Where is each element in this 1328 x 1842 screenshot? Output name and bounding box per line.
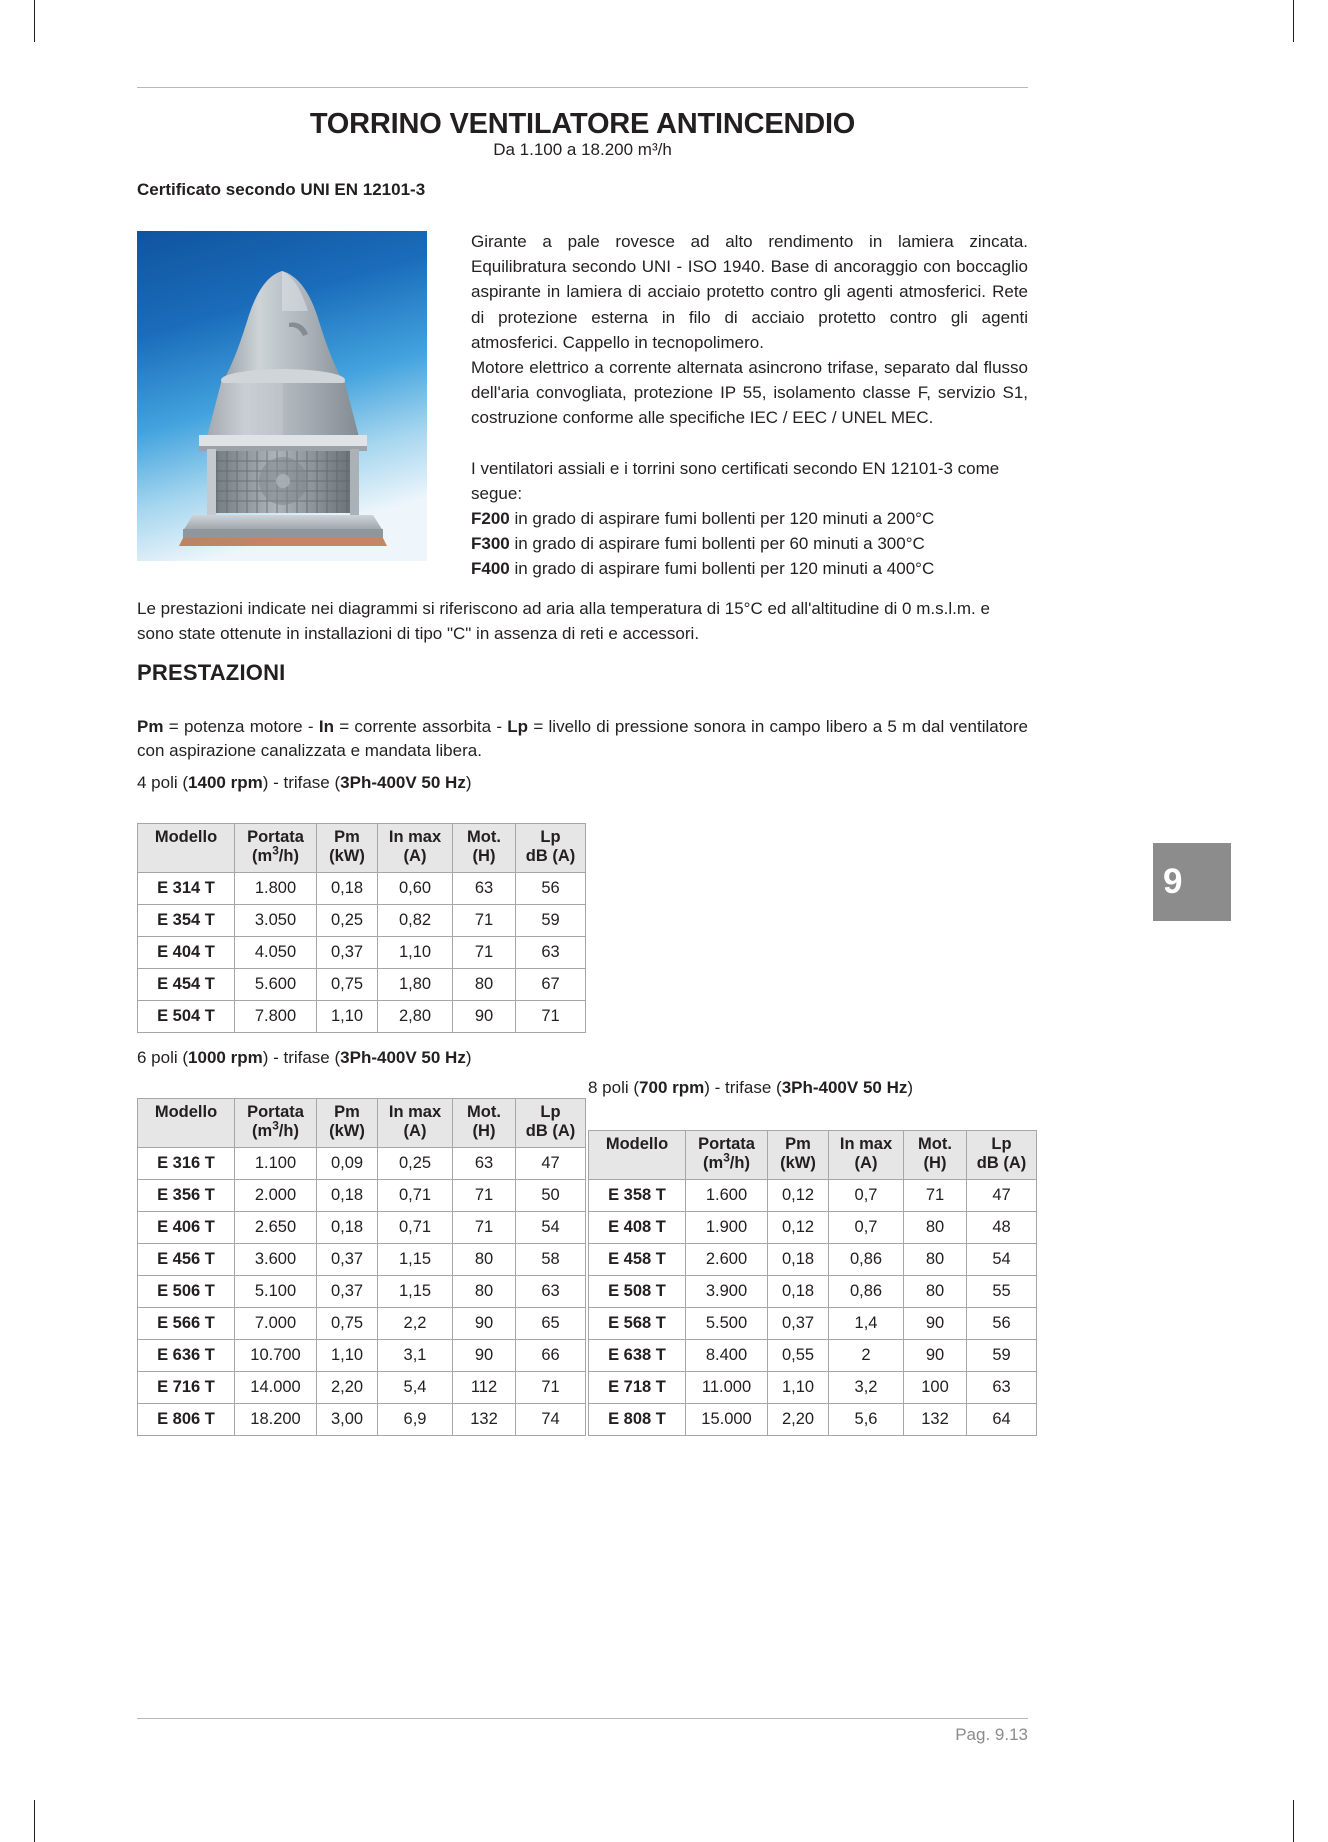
cell-in_max: 1,80 [378,968,453,1000]
col-header-mot: Mot. (H) [904,1131,967,1180]
cell-modello: E 408 T [589,1211,686,1243]
cell-lp: 59 [516,904,586,936]
table-row [138,1179,586,1211]
legend-lp-symbol: Lp [507,717,529,736]
t2-rpm: 1000 rpm [188,1048,263,1067]
cell-mot: 132 [904,1403,967,1435]
cell-pm: 1,10 [317,1000,378,1032]
cell-modello: E 404 T [138,936,235,968]
description-paragraph-2: Motore elettrico a corrente alternata asincrono trifase, separato dal flusso dell'aria convogliata, protezione IP 55, isolamento classe F, servizio S1, costruzione conforme alle specifiche IEC / EEC / UNEL MEC. [471,358,1028,428]
cell-portata: 11.000 [686,1371,768,1403]
table-row [589,1339,1037,1371]
table-row [138,1211,586,1243]
cell-portata: 4.050 [235,936,317,968]
cell-portata: 7.000 [235,1307,317,1339]
cell-pm: 0,37 [317,1243,378,1275]
cell-lp: 56 [516,872,586,904]
table-row [138,936,586,968]
table-row [138,1307,586,1339]
cell-lp: 47 [516,1147,586,1179]
legend-in-text: = corrente assorbita - [333,717,508,736]
t1-suffix: ) [465,773,472,792]
f300-text: in grado di aspirare fumi bollenti per 60 minuti a 300°C [509,534,925,554]
cell-mot: 112 [453,1371,516,1403]
cell-lp: 54 [967,1243,1037,1275]
cell-portata: 1.600 [686,1179,768,1211]
legend-pm-symbol: Pm [137,717,164,736]
chapter-number: 9 [1163,862,1183,901]
crop-mark-top-right [1293,0,1294,42]
table-body-6poli [138,1147,586,1435]
description-paragraph-3: I ventilatori assiali e i torrini sono certificati secondo EN 12101-3 come segue: [471,458,1000,503]
col-header-portata: Portata $(m^3/h)$ [235,1099,317,1148]
f200-label: F200 [471,509,510,529]
cell-mot: 80 [904,1211,967,1243]
cell-in_max: 0,86 [829,1275,904,1307]
cell-in_max: 1,4 [829,1307,904,1339]
cell-in_max: 0,71 [378,1179,453,1211]
cell-mot: 80 [453,1243,516,1275]
cell-portata: 3.600 [235,1243,317,1275]
cell-pm: 0,37 [317,1275,378,1307]
cell-portata: 18.200 [235,1403,317,1435]
conditions-note: Le prestazioni indicate nei diagrammi si riferiscono ad aria alla temperatura di 15°C ed all'altitudine di 0 m.s.l.m. e sono state ottenute in installazioni di tipo "C" in assenza di reti e accessori. [137,599,990,643]
table-row [138,1275,586,1307]
cell-modello: E 506 T [138,1275,235,1307]
fan-unit-illustration [137,231,427,561]
cell-portata: 2.650 [235,1211,317,1243]
cell-lp: 56 [967,1307,1037,1339]
cell-pm: 0,18 [768,1243,829,1275]
cell-pm: 2,20 [317,1371,378,1403]
t3-prefix: 8 poli ( [588,1078,640,1097]
cell-pm: 0,12 [768,1211,829,1243]
crop-mark-top-left [34,0,35,42]
cell-modello: E 636 T [138,1339,235,1371]
cell-portata: 7.800 [235,1000,317,1032]
description-paragraph-1: Girante a pale rovesce ad alto rendimento in lamiera zincata. Equilibratura secondo UNI - ISO 1940. Base di ancoraggio con boccaglio aspirante in lamiera di acciaio protetto contro gli agenti atmosferici. Rete di protezione esterna in filo di acciaio protetto contro gli agenti atmosferici. Cappello in tecnopolimero. [471,232,1028,352]
performance-table-8poli [588,1130,1037,1436]
cell-pm: 0,25 [317,904,378,936]
cell-modello: E 716 T [138,1371,235,1403]
t3-mid: ) - trifase ( [704,1078,782,1097]
cell-modello: E 406 T [138,1211,235,1243]
table-row [138,904,586,936]
product-description [471,229,1028,582]
cell-portata: 3.900 [686,1275,768,1307]
cell-modello: E 316 T [138,1147,235,1179]
cell-portata: 1.900 [686,1211,768,1243]
cell-lp: 71 [516,1000,586,1032]
cell-pm: 0,75 [317,968,378,1000]
cell-in_max: 2,2 [378,1307,453,1339]
table-title-6poli [137,1048,472,1068]
table-row [138,1243,586,1275]
col-header-portata: Portata $(m^3/h)$ [686,1131,768,1180]
chapter-tab [1153,843,1231,921]
cell-pm: 0,75 [317,1307,378,1339]
table-row [589,1371,1037,1403]
table-row [589,1307,1037,1339]
cell-mot: 80 [453,968,516,1000]
cell-lp: 63 [516,936,586,968]
cell-mot: 71 [453,904,516,936]
t3-suffix: ) [907,1078,914,1097]
legend-lp-text: = livello di pressione sonora in campo libero a 5 m dal ventilatore con aspirazione canalizzata e mandata libera. [137,717,1028,760]
cell-mot: 71 [453,936,516,968]
col-header-mot: Mot. (H) [453,824,516,873]
cell-lp: 63 [967,1371,1037,1403]
cell-pm: 0,12 [768,1179,829,1211]
cell-in_max: 1,10 [378,936,453,968]
table-header-row [138,824,586,873]
cell-in_max: 0,86 [829,1243,904,1275]
cell-in_max: 2,80 [378,1000,453,1032]
cell-mot: 80 [904,1243,967,1275]
f300-line [471,531,1028,556]
col-header-in-max: In max (A) [829,1131,904,1180]
cell-in_max: 0,25 [378,1147,453,1179]
table-body-8poli [589,1179,1037,1435]
t3-volt: 3Ph-400V 50 Hz [781,1078,908,1097]
cell-modello: E 568 T [589,1307,686,1339]
f400-label: F400 [471,559,510,579]
cell-modello: E 566 T [138,1307,235,1339]
cell-in_max: 6,9 [378,1403,453,1435]
cell-mot: 63 [453,872,516,904]
cell-in_max: 1,15 [378,1275,453,1307]
cell-modello: E 808 T [589,1403,686,1435]
cell-mot: 90 [904,1339,967,1371]
t2-prefix: 6 poli ( [137,1048,189,1067]
cell-mot: 80 [453,1275,516,1307]
cell-in_max: 0,82 [378,904,453,936]
cell-modello: E 356 T [138,1179,235,1211]
cell-modello: E 358 T [589,1179,686,1211]
f400-line [471,556,1028,581]
cell-in_max: 5,6 [829,1403,904,1435]
legend-pm-text: = potenza motore - [163,717,319,736]
cell-modello: E 718 T [589,1371,686,1403]
cell-modello: E 638 T [589,1339,686,1371]
t1-rpm: 1400 rpm [188,773,263,792]
cell-mot: 71 [904,1179,967,1211]
cell-in_max: 2 [829,1339,904,1371]
cell-lp: 48 [967,1211,1037,1243]
col-header-pm: Pm (kW) [317,824,378,873]
cell-lp: 74 [516,1403,586,1435]
page-subtitle: Da 1.100 a 18.200 m³/h [493,140,672,159]
cell-pm: 0,55 [768,1339,829,1371]
col-header-in-max: In max (A) [378,1099,453,1148]
cell-portata: 5.600 [235,968,317,1000]
cell-portata: 1.800 [235,872,317,904]
section-heading-prestazioni: PRESTAZIONI [137,660,286,685]
cell-mot: 90 [904,1307,967,1339]
cell-pm: 0,18 [317,1211,378,1243]
cell-in_max: 1,15 [378,1243,453,1275]
cell-portata: 15.000 [686,1403,768,1435]
cell-mot: 63 [453,1147,516,1179]
t1-volt: 3Ph-400V 50 Hz [340,773,466,792]
cell-lp: 58 [516,1243,586,1275]
f300-label: F300 [471,534,510,554]
cell-portata: 5.100 [235,1275,317,1307]
cell-modello: E 354 T [138,904,235,936]
cell-pm: 1,10 [317,1339,378,1371]
cell-pm: 3,00 [317,1403,378,1435]
col-header-lp: Lp dB (A) [967,1131,1037,1180]
table-header-row [138,1099,586,1148]
product-photo [137,231,427,561]
cell-portata: 3.050 [235,904,317,936]
cell-mot: 90 [453,1000,516,1032]
cell-mot: 71 [453,1179,516,1211]
cell-pm: 2,20 [768,1403,829,1435]
cell-lp: 63 [516,1275,586,1307]
cell-lp: 66 [516,1339,586,1371]
col-header-pm: Pm (kW) [317,1099,378,1148]
cell-mot: 80 [904,1275,967,1307]
cell-lp: 55 [967,1275,1037,1307]
performance-table-4poli [137,823,586,1033]
cell-modello: E 454 T [138,968,235,1000]
table-row [589,1211,1037,1243]
table-row [589,1179,1037,1211]
crop-mark-bottom-left [34,1800,35,1842]
cell-portata: 5.500 [686,1307,768,1339]
cell-in_max: 0,7 [829,1179,904,1211]
t3-rpm: 700 rpm [639,1078,705,1097]
cell-modello: E 314 T [138,872,235,904]
symbols-legend [137,715,1028,763]
col-header-modello: Modello [138,1099,235,1148]
table-title-8poli [588,1078,913,1098]
cell-modello: E 508 T [589,1275,686,1307]
table-row [138,1147,586,1179]
table-body-4poli [138,872,586,1032]
cell-lp: 67 [516,968,586,1000]
table-row [589,1403,1037,1435]
cell-pm: 0,18 [768,1275,829,1307]
cell-pm: 0,37 [317,936,378,968]
cell-in_max: 5,4 [378,1371,453,1403]
cell-lp: 54 [516,1211,586,1243]
table-row [138,968,586,1000]
cell-pm: 0,18 [317,872,378,904]
cell-portata: 8.400 [686,1339,768,1371]
cell-portata: 2.600 [686,1243,768,1275]
col-header-mot: Mot. (H) [453,1099,516,1148]
cell-modello: E 504 T [138,1000,235,1032]
table-row [589,1243,1037,1275]
cell-mot: 100 [904,1371,967,1403]
cell-in_max: 3,2 [829,1371,904,1403]
cell-modello: E 458 T [589,1243,686,1275]
cell-lp: 64 [967,1403,1037,1435]
col-header-modello: Modello [138,824,235,873]
cell-in_max: 0,71 [378,1211,453,1243]
cell-in_max: 0,7 [829,1211,904,1243]
cell-pm: 0,37 [768,1307,829,1339]
cell-pm: 0,09 [317,1147,378,1179]
col-header-lp: Lp dB (A) [516,1099,586,1148]
cell-lp: 65 [516,1307,586,1339]
table-title-4poli [137,773,472,793]
cell-modello: E 806 T [138,1403,235,1435]
f400-text: in grado di aspirare fumi bollenti per 120 minuti a 400°C [509,559,935,579]
cell-mot: 71 [453,1211,516,1243]
crop-mark-bottom-right [1293,1800,1294,1842]
col-header-in-max: In max (A) [378,824,453,873]
footer-rule [137,1718,1028,1719]
cell-mot: 90 [453,1307,516,1339]
cell-portata: 10.700 [235,1339,317,1371]
cell-modello: E 456 T [138,1243,235,1275]
t2-mid: ) - trifase ( [262,1048,341,1067]
cell-portata: 2.000 [235,1179,317,1211]
cell-in_max: 3,1 [378,1339,453,1371]
legend-in-symbol: In [318,717,334,736]
table-row [138,1371,586,1403]
cell-portata: 14.000 [235,1371,317,1403]
cell-lp: 59 [967,1339,1037,1371]
table-row [138,1339,586,1371]
col-header-lp: Lp dB (A) [516,824,586,873]
t1-mid: ) - trifase ( [262,773,341,792]
cell-mot: 132 [453,1403,516,1435]
cell-in_max: 0,60 [378,872,453,904]
t2-volt: 3Ph-400V 50 Hz [340,1048,466,1067]
cell-lp: 47 [967,1179,1037,1211]
cell-lp: 71 [516,1371,586,1403]
page-title: TORRINO VENTILATORE ANTINCENDIO [309,108,856,140]
f200-text: in grado di aspirare fumi bollenti per 120 minuti a 200°C [509,509,935,529]
cell-mot: 90 [453,1339,516,1371]
cell-portata: 1.100 [235,1147,317,1179]
table-row [138,1000,586,1032]
header-rule [137,87,1028,88]
col-header-portata: Portata $(m^3/h)$ [235,824,317,873]
table-header-row [589,1131,1037,1180]
footer-page-number: Pag. 9.13 [955,1725,1028,1744]
col-header-modello: Modello [589,1131,686,1180]
t1-prefix: 4 poli ( [137,773,189,792]
t2-suffix: ) [465,1048,472,1067]
cell-lp: 50 [516,1179,586,1211]
cell-pm: 0,18 [317,1179,378,1211]
cell-pm: 1,10 [768,1371,829,1403]
performance-table-6poli [137,1098,586,1436]
table-row [138,1403,586,1435]
table-row [138,872,586,904]
col-header-pm: Pm (kW) [768,1131,829,1180]
certification-label: Certificato secondo UNI EN 12101-3 [137,180,426,199]
table-row [589,1275,1037,1307]
f200-line [471,506,1028,531]
